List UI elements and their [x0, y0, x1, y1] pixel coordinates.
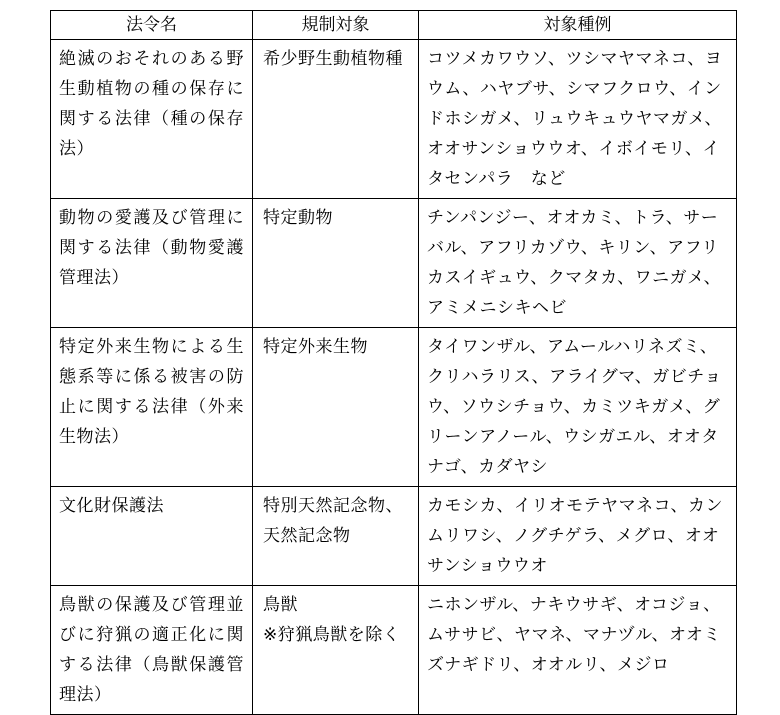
species-cell — [419, 199, 737, 328]
target-cell — [253, 40, 419, 199]
law-name: 特定外来生物による生態系等に係る被害の防止に関する法律（外来生物法） — [59, 337, 244, 447]
table-row — [51, 328, 737, 487]
law-name-cell — [51, 199, 253, 328]
table-row — [51, 586, 737, 715]
species-examples: コツメカワウソ、ツシマヤマネコ、ヨウム、ハヤブサ、シマフクロウ、インドホシガメ、リュウキュウヤマガメ、オオサンショウウオ、イボイモリ、イタセンパラ など — [427, 49, 723, 189]
species-examples: ニホンザル、ナキウサギ、オコジョ、ムササビ、ヤマネ、マナヅル、オオミズナギドリ、オオルリ、メジロ — [427, 595, 721, 675]
species-examples: タイワンザル、アムールハリネズミ、クリハラリス、アライグマ、ガビチョウ、ソウシチョウ、カミツキガメ、グリーンアノール、ウシガエル、オオタナゴ、カダヤシ — [427, 337, 722, 477]
law-name: 鳥獣の保護及び管理並びに狩猟の適正化に関する法律（鳥獣保護管理法） — [59, 595, 244, 705]
regulated-target: 鳥獣 ※狩猟鳥獣を除く — [263, 595, 401, 645]
law-name: 文化財保護法 — [59, 496, 164, 516]
header-law-name: 法令名 — [51, 11, 253, 40]
target-cell — [253, 586, 419, 715]
species-cell — [419, 586, 737, 715]
species-cell — [419, 40, 737, 199]
regulated-target: 特別天然記念物、天然記念物 — [263, 496, 403, 546]
regulated-target: 希少野生動植物種 — [263, 49, 403, 69]
law-name-cell — [51, 40, 253, 199]
regulated-target: 特定動物 — [263, 208, 333, 228]
species-examples: チンパンジー、オオカミ、トラ、サーバル、アフリカゾウ、キリン、アフリカスイギュウ、クマタカ、ワニガメ、アミメニシキヘビ — [427, 208, 722, 318]
law-species-table — [50, 10, 737, 715]
target-cell — [253, 199, 419, 328]
species-cell — [419, 487, 737, 586]
table-row — [51, 40, 737, 199]
law-name-cell — [51, 487, 253, 586]
target-cell — [253, 487, 419, 586]
table-row — [51, 199, 737, 328]
species-examples: カモシカ、イリオモテヤマネコ、カンムリワシ、ノグチゲラ、メグロ、オオサンショウウオ — [427, 496, 723, 576]
header-regulated-target: 規制対象 — [253, 11, 419, 40]
species-cell — [419, 328, 737, 487]
table-row — [51, 487, 737, 586]
law-name: 絶滅のおそれのある野生動植物の種の保存に関する法律（種の保存法） — [59, 49, 244, 159]
law-name-cell — [51, 328, 253, 487]
header-species-examples: 対象種例 — [419, 11, 737, 40]
law-name-cell — [51, 586, 253, 715]
header-row — [51, 11, 737, 40]
target-cell — [253, 328, 419, 487]
law-name: 動物の愛護及び管理に関する法律（動物愛護管理法） — [59, 208, 244, 288]
regulated-target: 特定外来生物 — [263, 337, 368, 357]
